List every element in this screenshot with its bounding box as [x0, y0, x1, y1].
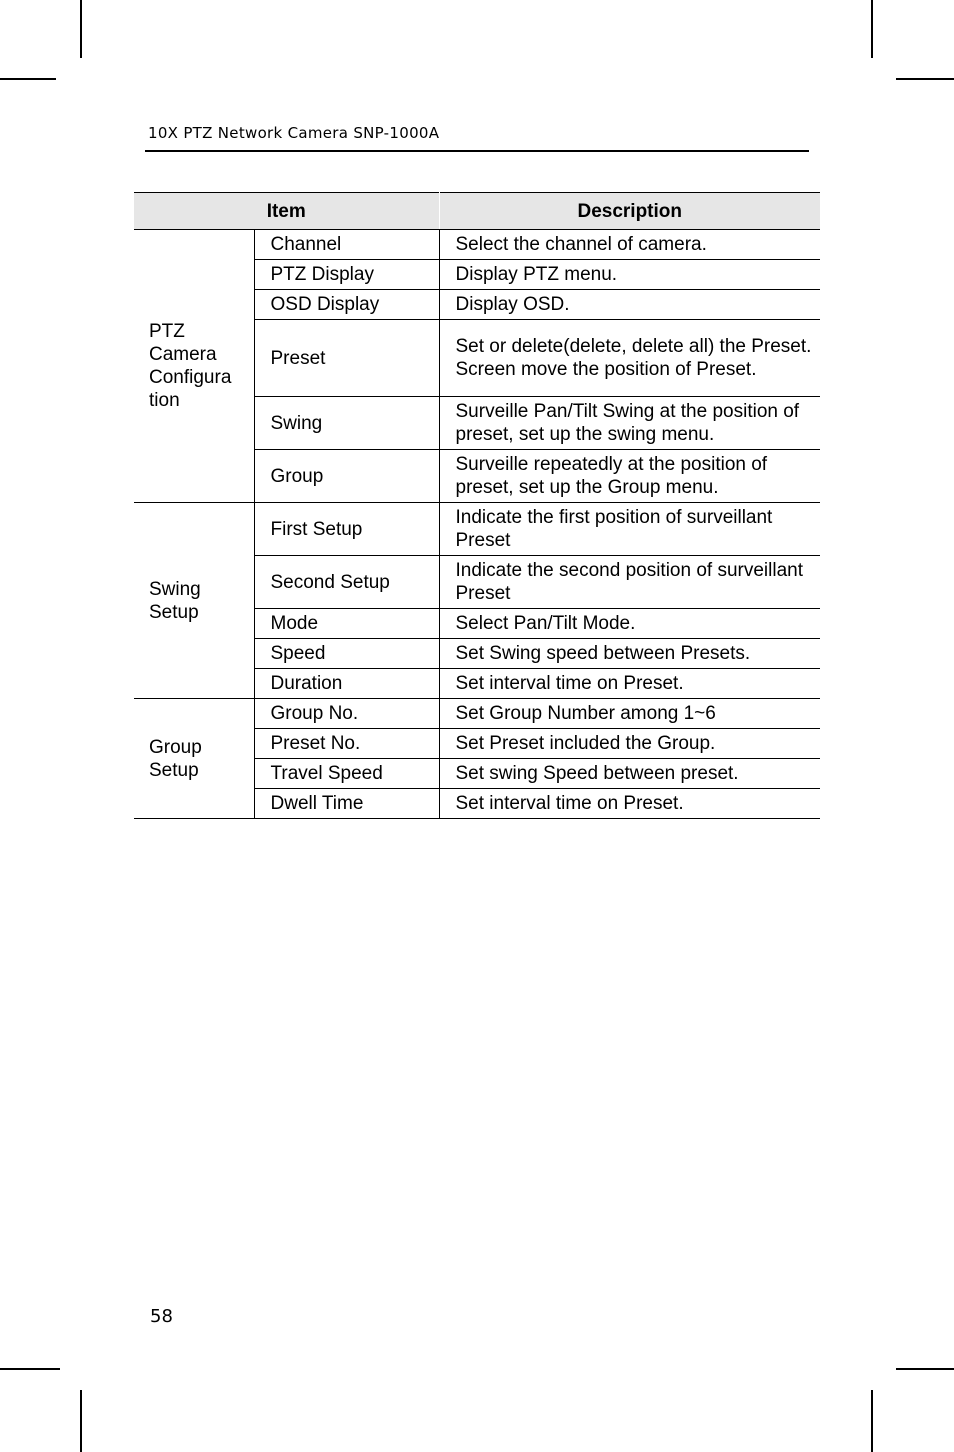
item-cell: PTZ Display	[254, 260, 439, 290]
item-cell: Preset	[254, 320, 439, 397]
crop-mark	[896, 78, 954, 80]
table-row	[134, 503, 820, 556]
item-cell: OSD Display	[254, 290, 439, 320]
description-cell: Set interval time on Preset.	[439, 669, 820, 699]
settings-table	[134, 192, 820, 819]
description-cell: Surveille Pan/Tilt Swing at the position of preset, set up the swing menu.	[439, 397, 820, 450]
group-label: Swing Setup	[134, 503, 254, 699]
item-cell: Channel	[254, 230, 439, 260]
crop-mark	[871, 0, 873, 58]
description-cell: Indicate the first position of surveillant Preset	[439, 503, 820, 556]
crop-mark	[0, 78, 56, 80]
crop-mark	[871, 1390, 873, 1452]
header-rule	[145, 150, 809, 152]
item-cell: Preset No.	[254, 729, 439, 759]
table-row	[134, 699, 820, 729]
table-header-row	[134, 193, 820, 230]
item-cell: Swing	[254, 397, 439, 450]
description-cell: Indicate the second position of surveillant Preset	[439, 556, 820, 609]
item-column-header: Item	[134, 193, 439, 230]
item-cell: Group No.	[254, 699, 439, 729]
crop-mark	[896, 1368, 954, 1370]
group-label: PTZ Camera Configura tion	[134, 230, 254, 503]
description-cell: Set Preset included the Group.	[439, 729, 820, 759]
description-cell: Set Swing speed between Presets.	[439, 639, 820, 669]
description-cell: Set swing Speed between preset.	[439, 759, 820, 789]
crop-mark	[80, 1390, 82, 1452]
description-cell: Set or delete(delete, delete all) the Preset. Screen move the position of Preset.	[439, 320, 820, 397]
crop-mark	[80, 0, 82, 58]
item-cell: Mode	[254, 609, 439, 639]
group-label: Group Setup	[134, 699, 254, 819]
table-row	[134, 230, 820, 260]
description-cell: Select Pan/Tilt Mode.	[439, 609, 820, 639]
item-cell: Travel Speed	[254, 759, 439, 789]
description-cell: Surveille repeatedly at the position of preset, set up the Group menu.	[439, 450, 820, 503]
description-cell: Select the channel of camera.	[439, 230, 820, 260]
item-cell: First Setup	[254, 503, 439, 556]
item-cell: Speed	[254, 639, 439, 669]
description-cell: Set interval time on Preset.	[439, 789, 820, 819]
description-cell: Display PTZ menu.	[439, 260, 820, 290]
item-cell: Dwell Time	[254, 789, 439, 819]
page-number: 58	[150, 1306, 173, 1327]
description-cell: Set Group Number among 1~6	[439, 699, 820, 729]
description-column-header: Description	[439, 193, 820, 230]
running-header: 10X PTZ Network Camera SNP-1000A	[148, 124, 440, 142]
item-cell: Duration	[254, 669, 439, 699]
item-cell: Group	[254, 450, 439, 503]
crop-mark	[0, 1368, 60, 1370]
description-cell: Display OSD.	[439, 290, 820, 320]
item-cell: Second Setup	[254, 556, 439, 609]
